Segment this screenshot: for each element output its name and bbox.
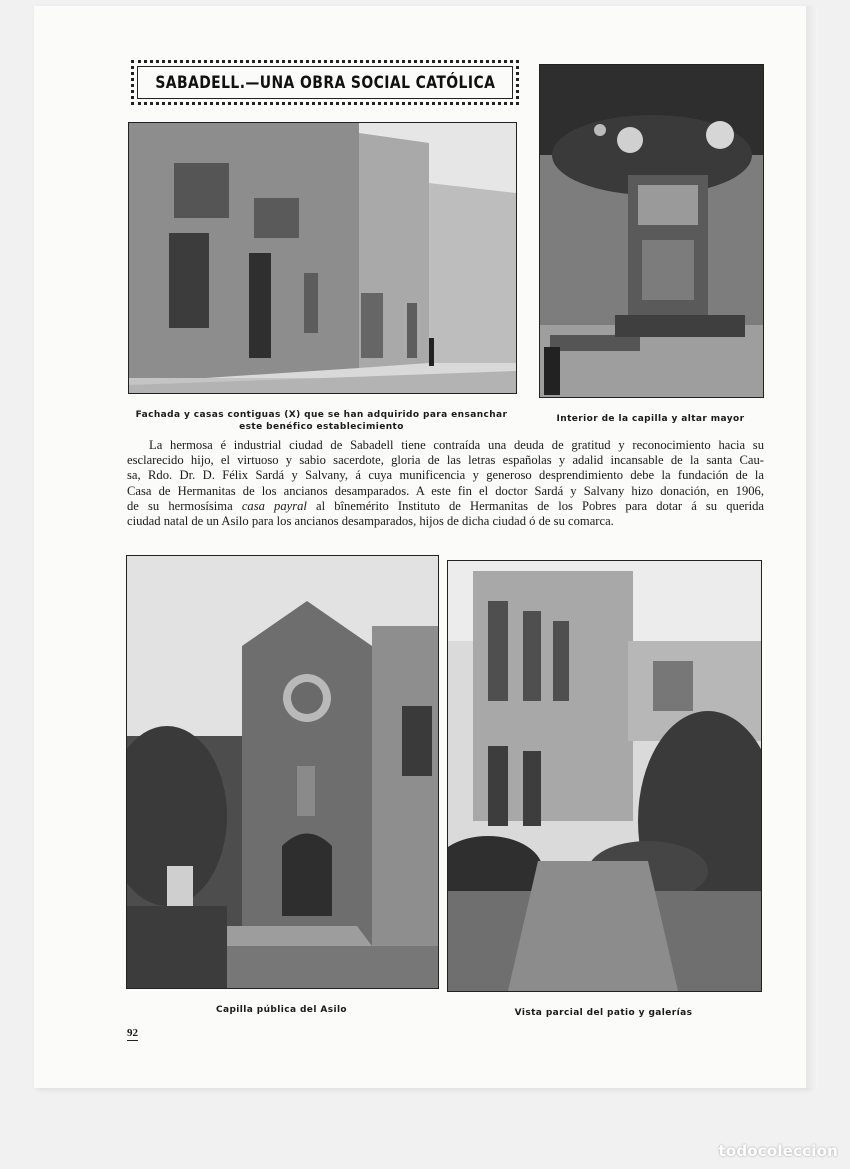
article-body: [127, 438, 764, 529]
chapel-interior-photo: [539, 64, 764, 398]
watermark-logo: todocoleccion: [718, 1142, 838, 1160]
page-edge: [806, 6, 818, 1088]
italic-phrase: casa payral: [241, 498, 307, 513]
article-line: Casa de Hermanitas de los ancianos desamparados. A este fin el doctor Sardá y Salvany hizo donación, en 1906,: [127, 483, 764, 498]
public-chapel-caption: Capilla pública del Asilo: [215, 1005, 348, 1015]
article-line: La hermosa é industrial ciudad de Sabadell tiene contraída una deuda de gratitud y reconocimiento hacia su: [149, 438, 764, 452]
public-chapel-photo: [126, 555, 439, 989]
article-line: sa, Rdo. Dr. D. Félix Sardá y Salvany, á cuya munificencia y generoso desprendimiento debe la fundación de la: [127, 468, 764, 483]
article-title: SABADELL.—UNA OBRA SOCIAL CATÓLICA: [155, 72, 495, 93]
article-line: ciudad natal de un Asilo para los ancianos desamparados, hijos de dicha ciudad ó de su comarca.: [127, 514, 614, 529]
article-title-box: [131, 60, 519, 105]
chapel-interior-caption: Interior de la capilla y altar mayor: [556, 414, 745, 424]
article-line: esclarecido hijo, el virtuoso y sabio sacerdote, gloria de las letras españolas y adalid incansable de la santa Cau-: [127, 453, 764, 468]
facade-caption: Fachada y casas contiguas (X) que se han adquirido para ensanchar este benéfico establecimiento: [135, 410, 508, 432]
courtyard-photo: [447, 560, 762, 992]
facade-photo: [128, 122, 517, 394]
article-line: de su hermosísima casa payral al bînemérito Instituto de Hermanitas de los Pobres para dotar á su querida: [127, 498, 764, 513]
courtyard-caption: Vista parcial del patio y galerías: [514, 1008, 693, 1018]
page-number: 92: [127, 1027, 138, 1039]
